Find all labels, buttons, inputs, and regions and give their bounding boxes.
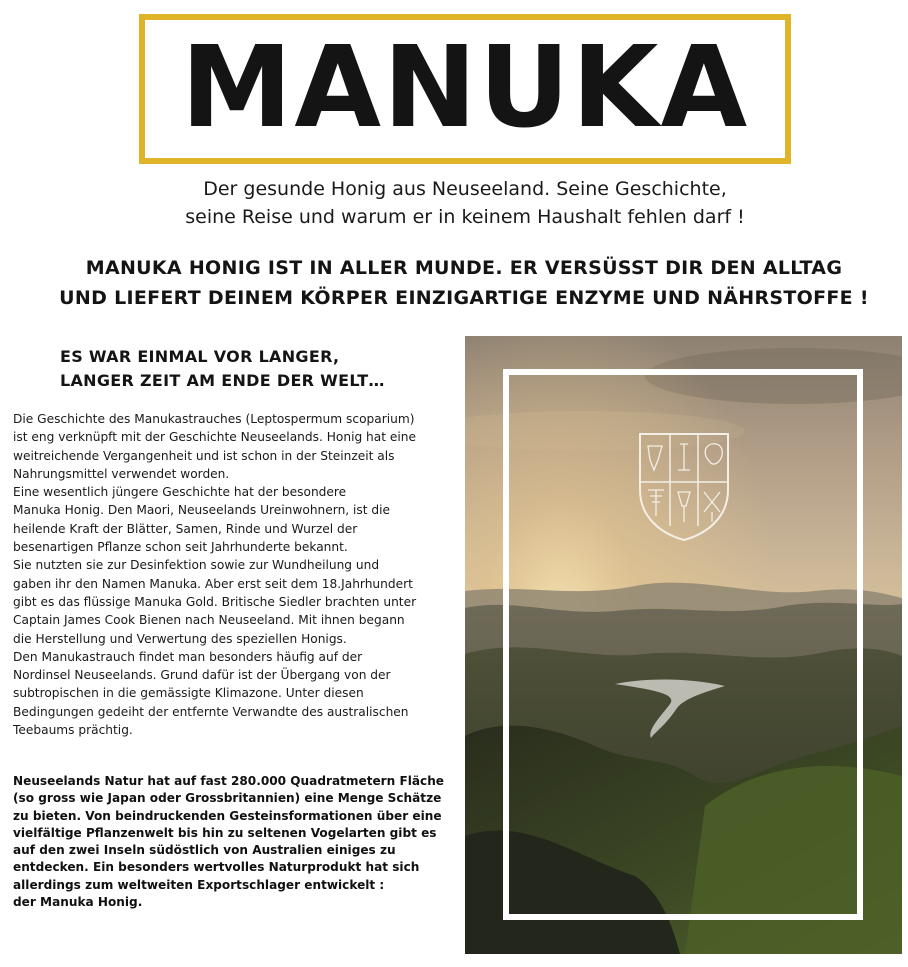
body-line: besenartigen Pflanze schon seit Jahrhunderte bekannt.: [13, 540, 348, 555]
bold-line: (so gross wie Japan oder Grossbritannien) eine Menge Schätze: [13, 791, 442, 806]
bold-line: allerdings zum weltweiten Exportschlager entwickelt :: [13, 877, 385, 892]
bold-paragraph: [13, 773, 453, 911]
section-title-line-2: LANGER ZEIT AM ENDE DER WELT…: [60, 371, 385, 390]
body-line: die Herstellung und Verwertung des speziellen Honigs.: [13, 631, 347, 646]
headline-line-1: MANUKA HONIG IST IN ALLER MUNDE. ER VERSÜSST DIR DEN ALLTAG: [85, 257, 843, 279]
body-line: heilende Kraft der Blätter, Samen, Rinde und Wurzel der: [13, 521, 358, 536]
body-line: gaben ihr den Namen Manuka. Aber erst seit dem 18.Jahrhundert: [13, 576, 413, 591]
bold-line: auf den zwei Inseln südöstlich von Australien einiges zu: [13, 843, 396, 858]
subtitle-line-1: Der gesunde Honig aus Neuseeland. Seine Geschichte,: [203, 178, 727, 200]
bold-line: der Manuka Honig.: [13, 895, 143, 910]
headline-line-2: UND LIEFERT DEINEM KÖRPER EINZIGARTIGE ENZYME UND NÄHRSTOFFE !: [59, 287, 869, 309]
body-line: Bedingungen gedeiht der entfernte Verwandte des australischen: [13, 704, 409, 719]
body-line: Nahrungsmittel verwendet worden.: [13, 466, 230, 481]
bold-line: zu bieten. Von beindruckenden Gesteinsformationen über eine: [13, 808, 442, 823]
logo-frame: [139, 14, 791, 164]
subtitle-line-2: seine Reise und warum er in keinem Haushalt fehlen darf !: [185, 206, 745, 228]
coat-of-arms-icon: [636, 430, 732, 542]
body-line: Sie nutzten sie zur Desinfektion sowie zur Wundheilung und: [13, 558, 380, 573]
body-line: Den Manukastrauch findet man besonders häufig auf der: [13, 649, 363, 664]
body-line: ist eng verknüpft mit der Geschichte Neuseelands. Honig hat eine: [13, 430, 417, 445]
body-line: Manuka Honig. Den Maori, Neuseelands Ureinwohnern, ist die: [13, 503, 391, 518]
body-line: weitreichende Vergangenheit und ist schon in der Steinzeit als: [13, 448, 395, 463]
body-paragraph: [13, 410, 453, 739]
bold-line: entdecken. Ein besonders wertvolles Naturprodukt hat sich: [13, 860, 420, 875]
body-line: subtropischen in die gemässigte Klimazone. Unter diesen: [13, 686, 364, 701]
bold-line: vielfältige Pflanzenwelt bis hin zu seltenen Vogelarten gibt es: [13, 825, 437, 840]
body-line: Die Geschichte des Manukastrauches (Leptospermum scoparium): [13, 412, 415, 426]
bold-line: Neuseelands Natur hat auf fast 280.000 Quadratmetern Fläche: [13, 774, 445, 788]
section-title-line-1: ES WAR EINMAL VOR LANGER,: [60, 347, 340, 366]
body-line: gibt es das flüssige Manuka Gold. Britische Siedler brachten unter: [13, 594, 417, 609]
body-line: Eine wesentlich jüngere Geschichte hat der besondere: [13, 485, 347, 500]
body-line: Teebaums prächtig.: [13, 723, 133, 738]
logo-title: MANUKA: [180, 23, 750, 153]
body-line: Captain James Cook Bienen nach Neuseeland. Mit ihnen begann: [13, 613, 405, 628]
body-line: Nordinsel Neuseelands. Grund dafür ist der Übergang von der: [13, 668, 391, 683]
